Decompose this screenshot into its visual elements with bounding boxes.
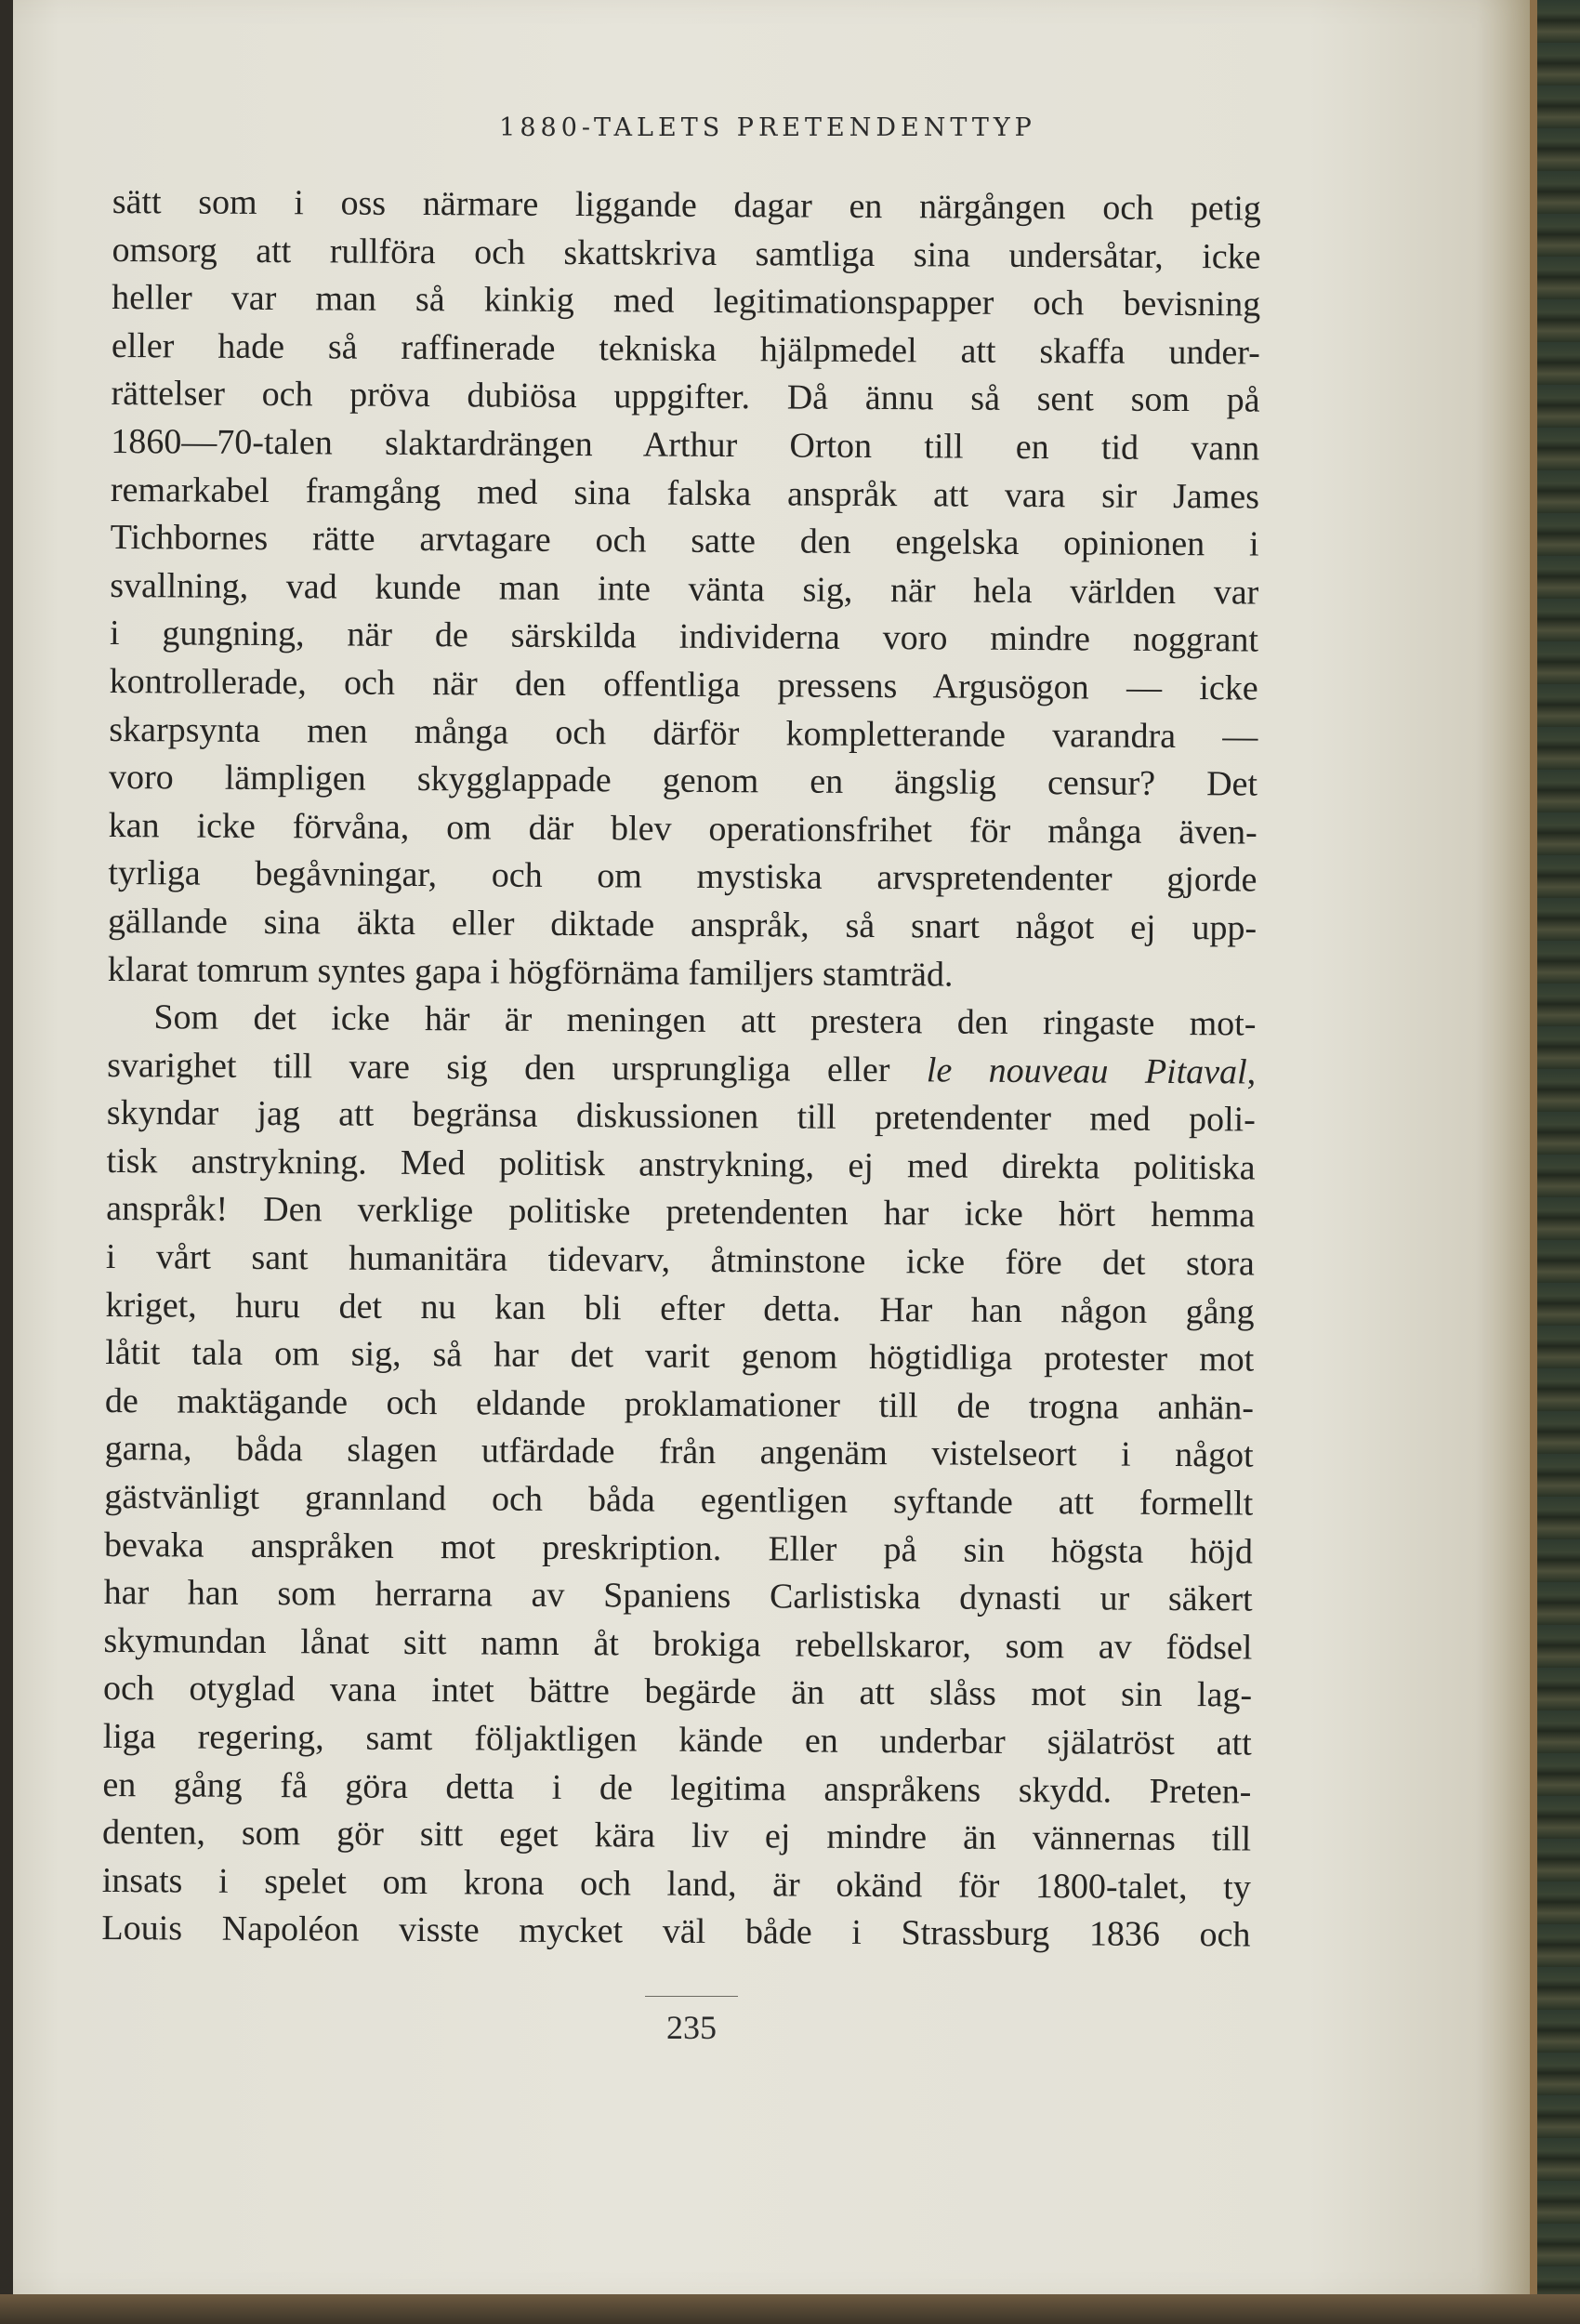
text-line: bevaka anspråken mot preskription. Eller på sin högsta höjd [103,1525,1254,1572]
text-line: skymundan lånat sitt namn åt brokiga rebellskaror, som av födsel [103,1620,1253,1668]
text-line: låtit tala om sig, så har det varit genom högtidliga protester mot [105,1333,1255,1380]
text-line: tyrliga begåvningar, och om mystiska arvspretendenter gjorde [108,853,1257,900]
text-fragment: , [1246,1052,1257,1092]
text-line: voro lämpligen skygglappade genom en ängslig censur? Det [108,758,1258,804]
text-line: har han som herrarna av Spaniens Carlistiska dynasti ur säkert [103,1573,1253,1619]
text-line: svallning, vad kunde man inte vänta sig, när hela världen var [110,565,1259,613]
book-spine-edge [1537,0,1580,2324]
text-fragment: svarighet till vare sig den ursprungliga eller [107,1045,928,1090]
text-line-with-italic [107,1042,1256,1097]
text-line: garna, båda slagen utfärdade från angenäm vistelseort i något [104,1429,1254,1475]
text-line: i gungning, när de särskilda individerna voro mindre noggrant [109,614,1259,660]
text-line: gällande sina äkta eller diktade anspråk, så snart något ej upp- [107,901,1257,948]
page-number: 235 [666,2009,717,2046]
text-line: skarpsynta men många och därför kompletterande varandra — [109,709,1258,757]
text-line: Louis Napoléon visste mycket väl både i Strassburg 1836 och [101,1908,1251,1955]
text-line: gästvänligt grannland och båda egentligen syftande att formellt [104,1477,1254,1524]
page-paper [13,0,1539,2296]
text-line: och otyglad vana intet bättre begärde än att slåss mot sin lag- [102,1669,1253,1715]
footer-rule [645,1996,738,1997]
text-line: remarkabel framgång med sina falska anspråk att vara sir James [110,469,1260,517]
text-line: 1860—70-talen slaktardrängen Arthur Orton till en tid vann [111,421,1260,469]
text-line: liga regering, samt följaktligen kände en underbar själatröst att [102,1716,1252,1763]
body-text [101,178,1261,1960]
text-line: Tichbornes rätte arvtagare och satte den engelska opinionen i [110,518,1259,564]
text-line: skyndar jag att begränsa diskussionen till pretendenter med poli- [106,1093,1256,1140]
text-line: omsorg att rullföra och skattskriva samtliga sina undersåtar, icke [112,230,1261,277]
text-line: eller hade så raffinerade tekniska hjälpmedel att skaffa under- [111,325,1261,373]
text-line: tisk anstrykning. Med politisk anstrykning, ej med direkta politiska [106,1141,1256,1188]
cover-edge [1530,0,1537,2324]
running-head: 1880-TALETS PRETENDENTTYP [499,113,1036,142]
text-line: Som det icke här är meningen att prestera den ringaste mot- [153,997,1257,1044]
text-line: kriget, huru det nu kan bli efter detta. Har han någon gång [105,1285,1255,1332]
text-line: kan icke förvåna, om där blev operationsfrihet för många även- [108,805,1257,852]
text-line: anspråk! Den verklige politiske pretendenten har icke hört hemma [106,1189,1256,1235]
text-line: rättelser och pröva dubiösa uppgifter. Då ännu så sent som på [111,374,1260,420]
text-line: i vårt sant humanitära tidevarv, åtminstone icke före det stora [105,1237,1256,1284]
text-line: kontrollerade, och när den offentliga pressens Argusögon — icke [109,661,1258,708]
italic-title: le nouveau Pitaval [926,1050,1247,1092]
text-line: heller var man så kinkig med legitimationspapper och bevisning [112,278,1261,324]
text-line: klarat tomrum syntes gapa i högförnäma familjers stamträd. [107,949,954,995]
book-bottom-edge [0,2294,1580,2324]
text-line: denten, som gör sitt eget kära liv ej mindre än vännernas till [102,1813,1252,1859]
text-line: de maktägande och eldande proklamationer till de trogna anhän- [104,1380,1255,1428]
text-line: insats i spelet om krona och land, är okänd för 1800-talet, ty [101,1860,1251,1908]
text-line: en gång få göra detta i de legitima anspråkens skydd. Preten- [102,1764,1252,1812]
text-line: sätt som i oss närmare liggande dagar en närgången och petig [112,181,1261,229]
